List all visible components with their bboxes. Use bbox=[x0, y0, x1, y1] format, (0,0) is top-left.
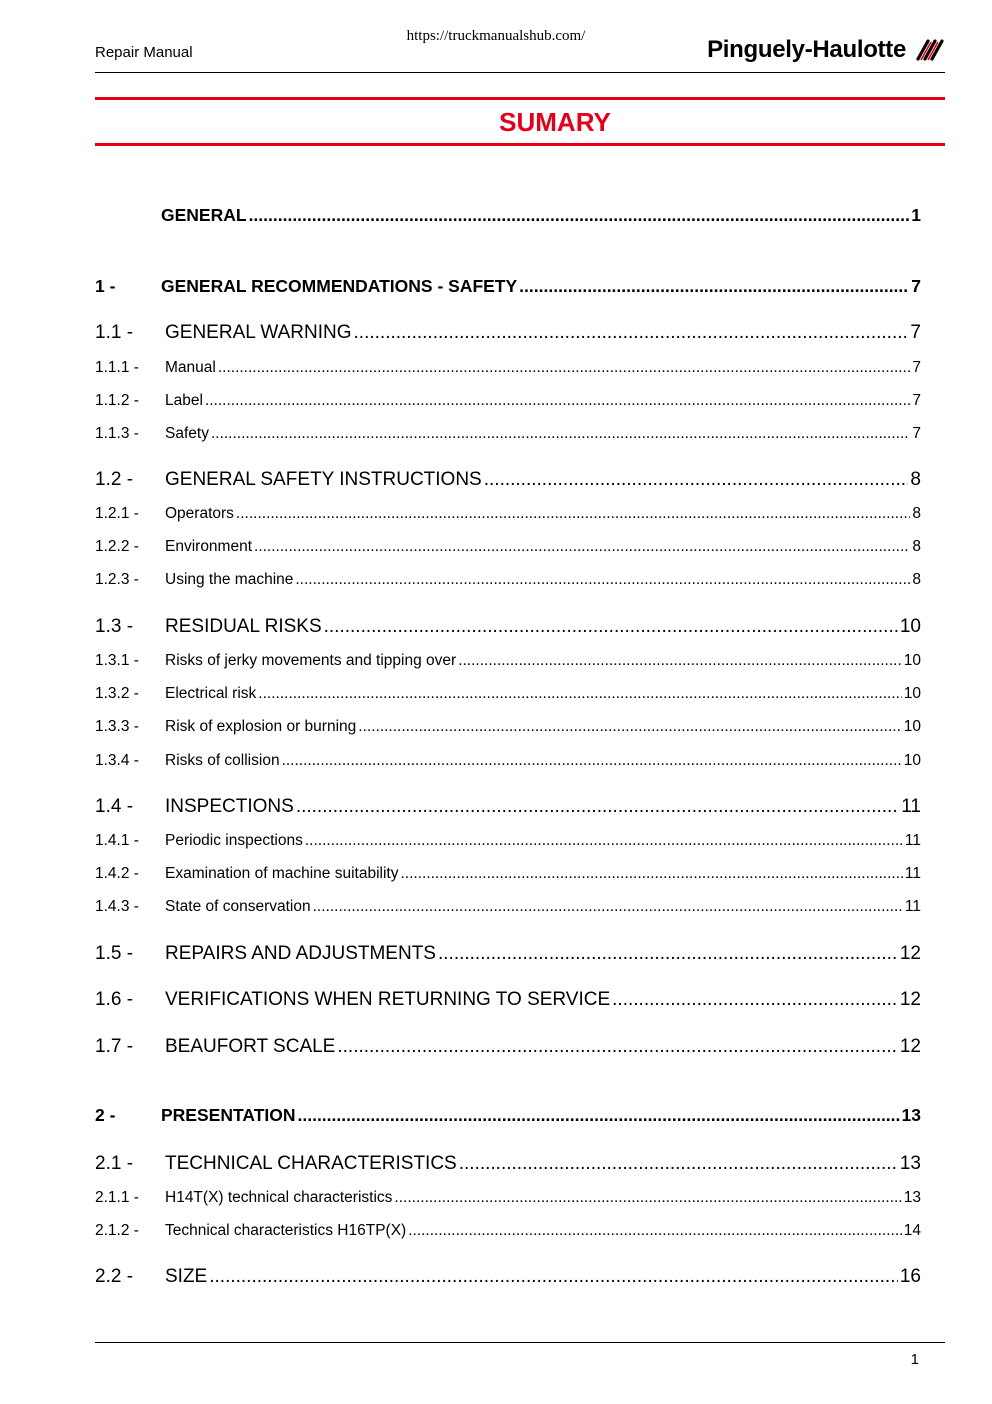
toc-entry-number: 1.2.2 - bbox=[95, 538, 139, 555]
toc-entry-page: 13 bbox=[903, 1189, 921, 1206]
toc-leader-dots bbox=[612, 989, 898, 1011]
toc-entry-page: 7 bbox=[912, 392, 921, 409]
toc-entry-number: 1.3.4 - bbox=[95, 752, 139, 769]
toc-entry-page: 16 bbox=[899, 1266, 921, 1287]
toc-entry-title: Electrical risk bbox=[165, 685, 257, 702]
toc-entry-page: 11 bbox=[904, 832, 921, 849]
toc-leader-dots bbox=[354, 322, 909, 344]
toc-entry-number: 1.2 - bbox=[95, 469, 134, 490]
toc-entry[interactable] bbox=[95, 1105, 921, 1126]
title-rule-top bbox=[95, 97, 945, 100]
toc-entry[interactable] bbox=[95, 1222, 921, 1240]
toc-leader-dots bbox=[305, 832, 903, 850]
toc-entry-title: Safety bbox=[165, 425, 209, 442]
toc-entry[interactable] bbox=[95, 359, 921, 377]
toc-entry-page: 12 bbox=[899, 943, 921, 964]
toc-entry[interactable] bbox=[95, 505, 921, 523]
toc-leader-dots bbox=[254, 538, 910, 556]
toc-entry-title: BEAUFORT SCALE bbox=[165, 1036, 336, 1057]
toc-entry-page: 14 bbox=[903, 1222, 921, 1239]
toc-leader-dots bbox=[205, 392, 910, 410]
toc-leader-dots bbox=[324, 616, 898, 638]
toc-entry-page: 7 bbox=[912, 425, 921, 442]
toc-entry-page: 13 bbox=[901, 1105, 921, 1125]
toc-leader-dots bbox=[408, 1222, 902, 1240]
toc-entry-title: State of conservation bbox=[165, 898, 311, 915]
toc-entry-page: 12 bbox=[899, 1036, 921, 1057]
toc-entry-page: 11 bbox=[904, 898, 921, 915]
toc-entry-title: Examination of machine suitability bbox=[165, 865, 399, 882]
toc-entry[interactable] bbox=[95, 685, 921, 703]
toc-entry-number: 1.2.1 - bbox=[95, 505, 139, 522]
toc-entry-title: Technical characteristics H16TP(X) bbox=[165, 1222, 407, 1239]
toc-entry-page: 1 bbox=[911, 205, 921, 225]
toc-entry-page: 10 bbox=[903, 752, 921, 769]
toc-entry-title: Risk of explosion or burning bbox=[165, 718, 357, 735]
toc-entry-number: 1.4.1 - bbox=[95, 832, 139, 849]
toc-entry-page: 10 bbox=[903, 685, 921, 702]
brand-stripes-icon bbox=[914, 38, 944, 62]
toc-leader-dots bbox=[459, 1153, 898, 1175]
toc-entry[interactable] bbox=[95, 205, 921, 226]
toc-entry[interactable] bbox=[95, 538, 921, 556]
toc-entry-number: 1.4 - bbox=[95, 796, 134, 817]
toc-entry-page: 8 bbox=[910, 469, 921, 490]
toc-entry[interactable] bbox=[95, 469, 921, 491]
toc-entry-number: 1.6 - bbox=[95, 989, 134, 1010]
toc-entry[interactable] bbox=[95, 898, 921, 916]
toc-entry-title: Manual bbox=[165, 359, 216, 376]
toc-entry[interactable] bbox=[95, 616, 921, 638]
toc-entry-page: 7 bbox=[912, 359, 921, 376]
toc-entry-page: 7 bbox=[910, 322, 921, 343]
toc-entry[interactable] bbox=[95, 752, 921, 770]
toc-entry-title: H14T(X) technical characteristics bbox=[165, 1189, 393, 1206]
toc-leader-dots bbox=[394, 1189, 901, 1207]
toc-entry[interactable] bbox=[95, 652, 921, 670]
toc-entry[interactable] bbox=[95, 322, 921, 344]
toc-entry-number: 1.3 - bbox=[95, 616, 134, 637]
toc-entry-title: GENERAL SAFETY INSTRUCTIONS bbox=[165, 469, 482, 490]
toc-entry-number: 1.1.2 - bbox=[95, 392, 139, 409]
toc-entry-title: GENERAL WARNING bbox=[165, 322, 352, 343]
toc-entry-page: 10 bbox=[903, 718, 921, 735]
brand-logo bbox=[707, 36, 944, 64]
toc-leader-dots bbox=[282, 752, 902, 770]
toc-entry-title: VERIFICATIONS WHEN RETURNING TO SERVICE bbox=[165, 989, 611, 1010]
toc-leader-dots bbox=[337, 1036, 898, 1058]
toc-entry-page: 10 bbox=[899, 616, 921, 637]
toc-entry-number: 1.3.3 - bbox=[95, 718, 139, 735]
toc-entry-page: 7 bbox=[911, 276, 921, 296]
toc-entry-number: 1.7 - bbox=[95, 1036, 134, 1057]
toc-entry-title: REPAIRS AND ADJUSTMENTS bbox=[165, 943, 436, 964]
toc-entry-title: TECHNICAL CHARACTERISTICS bbox=[165, 1153, 457, 1174]
toc-entry-number: 1.4.3 - bbox=[95, 898, 139, 915]
toc-entry-page: 10 bbox=[903, 652, 921, 669]
toc-leader-dots bbox=[295, 571, 910, 589]
header-document-type: Repair Manual bbox=[95, 44, 193, 61]
toc-entry-number: 2.1.1 - bbox=[95, 1189, 139, 1206]
toc-entry-title: Environment bbox=[165, 538, 253, 555]
toc-entry-page: 12 bbox=[899, 989, 921, 1010]
toc-entry-page: 13 bbox=[899, 1153, 921, 1174]
toc-entry[interactable] bbox=[95, 1266, 921, 1288]
toc-entry-title: Periodic inspections bbox=[165, 832, 303, 849]
toc-entry-title: Operators bbox=[165, 505, 234, 522]
footer-page-number: 1 bbox=[910, 1351, 919, 1368]
toc-entry-number: 1.1.1 - bbox=[95, 359, 139, 376]
toc-leader-dots bbox=[236, 505, 910, 523]
toc-entry-title: Using the machine bbox=[165, 571, 294, 588]
toc-entry-number: 1.1.3 - bbox=[95, 425, 139, 442]
toc-entry[interactable] bbox=[95, 718, 921, 736]
brand-name: Pinguely-Haulotte bbox=[707, 36, 906, 63]
toc-entry-page: 11 bbox=[901, 796, 921, 817]
toc-entry-number: 1 - bbox=[95, 276, 116, 296]
toc-leader-dots bbox=[218, 359, 911, 377]
toc-leader-dots bbox=[249, 205, 910, 226]
toc-leader-dots bbox=[484, 469, 909, 491]
toc-entry[interactable] bbox=[95, 571, 921, 589]
toc-leader-dots bbox=[258, 685, 901, 703]
toc-entry-number: 1.1 - bbox=[95, 322, 134, 343]
toc-entry-number: 2.2 - bbox=[95, 1266, 134, 1287]
toc-entry[interactable] bbox=[95, 989, 921, 1011]
toc-entry-number: 1.3.2 - bbox=[95, 685, 139, 702]
toc-entry-number: 1.2.3 - bbox=[95, 571, 139, 588]
toc-entry-page: 8 bbox=[912, 538, 921, 555]
header-rule bbox=[95, 72, 945, 73]
toc-leader-dots bbox=[458, 652, 902, 670]
toc-entry[interactable] bbox=[95, 1189, 921, 1207]
toc-entry-title: RESIDUAL RISKS bbox=[165, 616, 322, 637]
toc-entry[interactable] bbox=[95, 796, 921, 818]
toc-entry-number: 1.3.1 - bbox=[95, 652, 139, 669]
toc-leader-dots bbox=[400, 865, 902, 883]
toc-entry[interactable] bbox=[95, 1153, 921, 1175]
toc-entry-title: Label bbox=[165, 392, 203, 409]
toc-entry[interactable] bbox=[95, 425, 921, 443]
toc-leader-dots bbox=[209, 1266, 898, 1288]
toc-entry-title: GENERAL RECOMMENDATIONS - SAFETY bbox=[161, 276, 518, 296]
toc-entry-number: 2.1 - bbox=[95, 1153, 134, 1174]
toc-entry-title: GENERAL bbox=[161, 205, 247, 225]
toc-entry-number: 2 - bbox=[95, 1105, 116, 1125]
toc-entry[interactable] bbox=[95, 392, 921, 410]
toc-leader-dots bbox=[358, 718, 901, 736]
toc-entry[interactable] bbox=[95, 1036, 921, 1058]
toc-entry-page: 8 bbox=[912, 505, 921, 522]
toc-entry-number: 1.4.2 - bbox=[95, 865, 139, 882]
page-title: SUMARY bbox=[499, 107, 611, 137]
toc-leader-dots bbox=[438, 943, 898, 965]
toc-entry[interactable] bbox=[95, 832, 921, 850]
footer-rule bbox=[95, 1342, 945, 1343]
toc-entry-title: Risks of collision bbox=[165, 752, 280, 769]
toc-entry-page: 8 bbox=[912, 571, 921, 588]
toc-leader-dots bbox=[211, 425, 910, 443]
toc-leader-dots bbox=[298, 1105, 900, 1126]
toc-leader-dots bbox=[313, 898, 903, 916]
toc-leader-dots bbox=[296, 796, 899, 818]
title-rule-bottom bbox=[95, 143, 945, 146]
toc-entry[interactable] bbox=[95, 943, 921, 965]
toc-entry[interactable] bbox=[95, 276, 921, 297]
toc-entry-number: 2.1.2 - bbox=[95, 1222, 139, 1239]
toc-entry-title: Risks of jerky movements and tipping over bbox=[165, 652, 457, 669]
toc-entry[interactable] bbox=[95, 865, 921, 883]
toc-entry-title: SIZE bbox=[165, 1266, 208, 1287]
toc-entry-number: 1.5 - bbox=[95, 943, 134, 964]
toc-entry-title: INSPECTIONS bbox=[165, 796, 294, 817]
toc-entry-page: 11 bbox=[904, 865, 921, 882]
toc-entry-title: PRESENTATION bbox=[161, 1105, 296, 1125]
toc-leader-dots bbox=[519, 276, 909, 297]
header-url[interactable]: https://truckmanualshub.com/ bbox=[406, 28, 586, 44]
